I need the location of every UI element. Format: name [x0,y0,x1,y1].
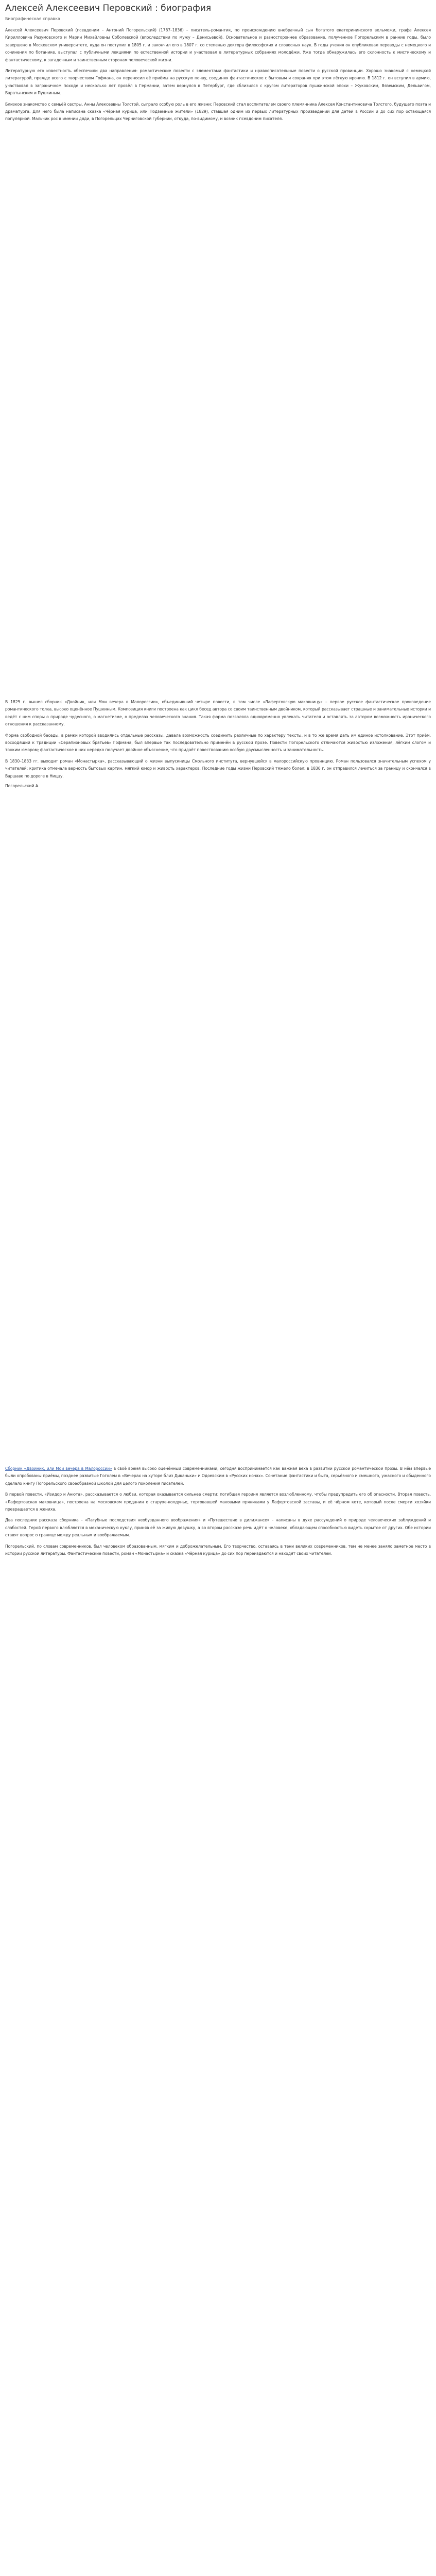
author-signature: Погорельский А. [5,783,40,788]
paragraph: Литературную его известность обеспечили два направления: романтические повести с элементами фантастики и нравоописательные повести о русской провинции. Хорошо знакомый с немецкой литературой, прежде всего с творчеством Гофмана, он переносил её приёмы на русскую почву, соединяя фантастическое с бытовым и сохраняя при этом лёгкую иронию. В 1812 г. он вступил в армию, участвовал в заграничном походе и несколько лет провёл в Германии, затем вернулся в Петербург, где сблизился с кругом литераторов пушкинской эпохи – Жуковским, Вяземским, Дельвигом, Баратынским и Пушкиным. [5,69,431,96]
paragraph: Алексей Алексеевич Перовский (псевдоним – Антоний Погорельский) (1787–1836) – писатель-романтик, по происхождению внебрачный сын богатого екатерининского вельможи, графа Алексея Кирилловича Разумовского и Марии Михайловны Соболевской (впоследствии по мужу – Денисьевой). Основательное и разностороннее образование, полученное Погорельским в ранние годы, было завершено в Московском университете, куда он поступил в 1805 г. и закончил его в 1807 г. со степенью доктора философских и словесных наук. В годы учения он опубликовал переводы с немецкого и сочинения по ботанике, выступал с публичными лекциями по естественной истории и участвовал в литературных собраниях молодёжи. Уже тогда обнаружилась его склонность к мистическому и фантастическому, к загадочным и таинственным сторонам человеческой жизни. [5,28,431,62]
paragraph: В 1825 г. вышел сборник «Двойник, или Мои вечера в Малороссии», объединивший четыре повести, в том числе «Лафертовскую маковницу» – первое русское фантастическое произведение романтического толка, высоко оценённое Пушкиным. Композиция книги построена как цикл бесед автора со своим таинственным двойником, который рассказывает страшные и занимательные истории и ведёт с ним споры о природе чудесного, о магнетизме, о пределах человеческого знания. Такая форма позволяла одновременно увлекать читателя и оставлять за автором возможность иронического отношения к рассказанному. [5,699,431,727]
collection-link[interactable]: Сборник «Двойник, или Мои вечера в Малороссии» [5,1466,112,1471]
page-title: Алексей Алексеевич Перовский : биография [5,3,212,13]
paragraph: В 1830–1833 гг. выходит роман «Монастырка», рассказывающий о жизни выпускницы Смольного института, вернувшейся в малороссийскую провинцию. Роман пользовался значительным успехом у читателей; критика отмечала верность бытовых картин, мягкий юмор и живость характеров. Последние годы жизни Перовский тяжело болел; в 1836 г. он отправился лечиться за границу и скончался в Варшаве по дороге в Ниццу. [5,758,431,778]
paragraph: В первой повести, «Изидор и Анюта», рассказывается о любви, которая оказывается сильнее смерти: погибшая героиня является возлюбленному, чтобы предупредить его об опасности. Вторая повесть, «Лафертовская маковница», построена на московском предании о старухе-колдунье, торговавшей маковыми пряниками у Лафертовской заставы, и её чёрном коте, который после смерти хозяйки превращается в жениха. [5,1492,431,1512]
page-subtitle: Биографическая справка [5,16,60,21]
paragraph: Близкое знакомство с семьёй сестры, Анны Алексеевны Толстой, сыграло особую роль в его жизни: Перовский стал воспитателем своего племянника Алексея Константиновича Толстого, будущего поэта и драматурга. Для него была написана сказка «Чёрная курица, или Подземные жители» (1829), ставшая одним из первых литературных произведений для детей в России и до сих пор остающаяся популярной. Мальчик рос в имении дяди, в Погорельцах Черниговской губернии, откуда, по-видимому, и возник псевдоним писателя. [5,101,431,122]
blank-space [5,790,431,1465]
paragraph [5,1465,431,1487]
paragraph: Погорельский, по словам современников, был человеком образованным, мягким и доброжелательным. Его творчество, оставаясь в тени великих современников, тем не менее заняло заметное место в истории русской литературы. Фантастические повести, роман «Монастырка» и сказка «Чёрная курица» до сих пор переиздаются и находят своих читателей. [5,1544,431,1556]
biography-section-2 [5,699,431,780]
paragraph: Форма свободной беседы, в рамки которой вводились отдельные рассказы, давала возможность соединить различные по характеру тексты, и в то же время дать им единое истолкование. Этот приём, восходящий к традиции «Серапионовых братьев» Гофмана, был впервые так последовательно применён в русской прозе. Повести Погорельского отличаются живостью изложения, лёгким слогом и тонким юмором; фантастическое в них нередко получает двойное объяснение, что придаёт повествованию особую двусмысленность и занимательность. [5,733,431,753]
blank-space [5,127,431,699]
paragraph-text: в своё время высоко оценённый современниками, сегодня воспринимается как важная веха в развитии русской романтической прозы. В нём впервые были опробованы приёмы, позднее развитые Гоголем в «Вечерах на хуторе близ Диканьки» и Одоевским в «Русских ночах». Сочетание фантастики и быта, серьёзного и смешного, ужасного и обыденного сделало книгу Погорельского своеобразной школой для целого поколения писателей. [5,1466,431,1486]
collection-section [5,1465,431,1557]
biography-section-1 [5,27,431,123]
paragraph: Два последних рассказа сборника – «Пагубные последствия необузданного воображения» и «Путешествие в дилижансе» – написаны в духе рассуждений о природе человеческих заблуждений и слабостей. Герой первого влюбляется в механическую куклу, приняв её за живую девушку, а во втором рассказе речь идёт о человеке, обладающем способностью видеть скрытое от других. Обе истории ставят вопрос о границе между реальным и воображаемым. [5,1518,431,1538]
